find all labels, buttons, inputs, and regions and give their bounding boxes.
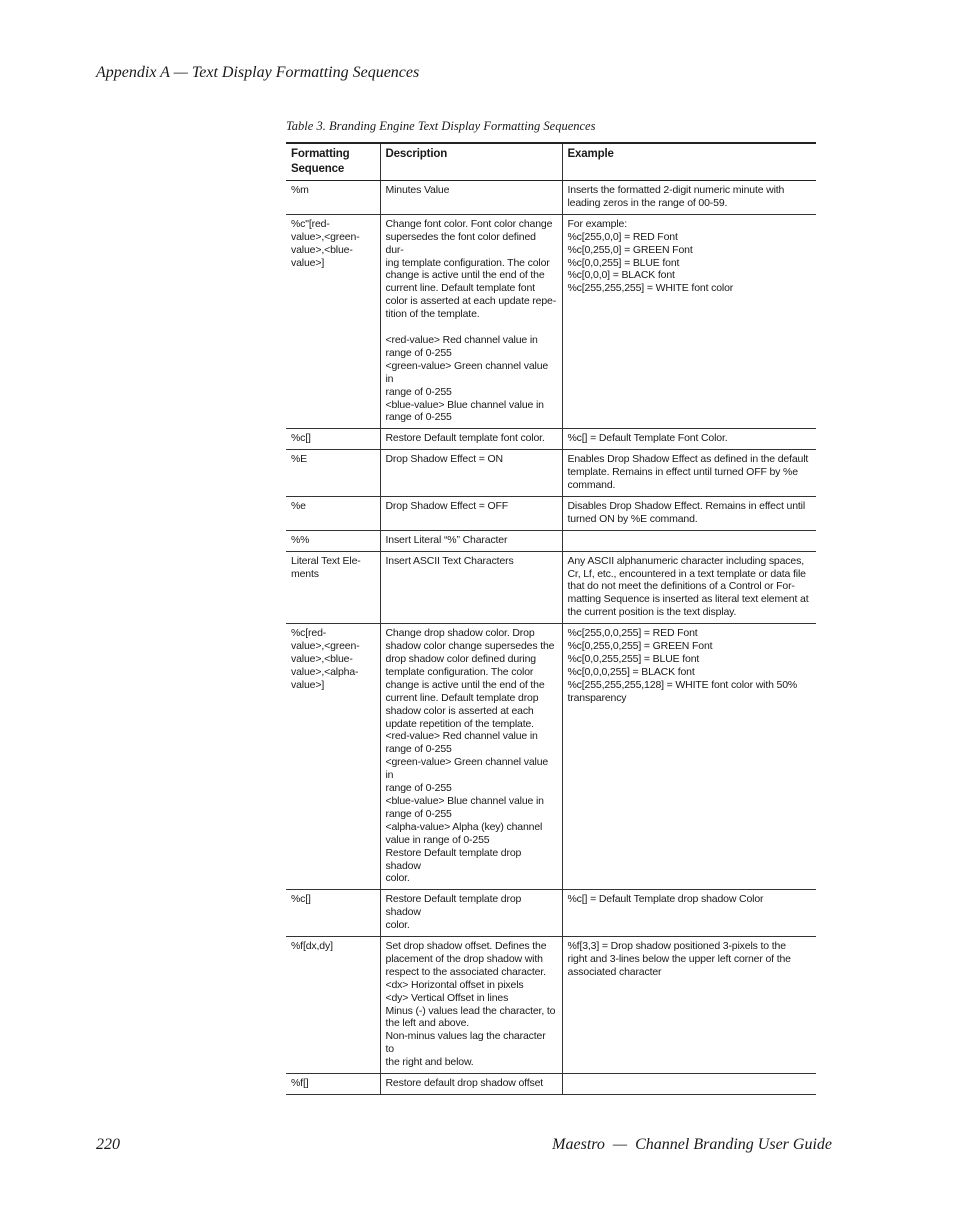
- table-row: [286, 890, 816, 937]
- example-cell: %c[] = Default Template Font Color.: [562, 429, 816, 450]
- column-header-example: Example: [562, 143, 816, 181]
- table-row: [286, 181, 816, 215]
- sequence-cell: %f[]: [286, 1074, 380, 1095]
- description-cell: Insert Literal “%” Character: [380, 530, 562, 551]
- table-row: [286, 450, 816, 497]
- table-row: [286, 624, 816, 890]
- table-caption: Table 3. Branding Engine Text Display Formatting Sequences: [286, 119, 596, 133]
- table-header-row: [286, 143, 816, 181]
- example-cell: [562, 530, 816, 551]
- sequence-cell: %f[dx,dy]: [286, 937, 380, 1074]
- description-cell: Insert ASCII Text Characters: [380, 551, 562, 624]
- description-cell: Restore default drop shadow offset: [380, 1074, 562, 1095]
- formatting-sequences-table: [286, 142, 816, 1095]
- description-cell: Restore Default template font color.: [380, 429, 562, 450]
- column-header-description: Description: [380, 143, 562, 181]
- description-cell: Minutes Value: [380, 181, 562, 215]
- description-cell: Drop Shadow Effect = OFF: [380, 496, 562, 530]
- example-cell: %c[] = Default Template drop shadow Color: [562, 890, 816, 937]
- example-cell: Inserts the formatted 2-digit numeric minute with leading zeros in the range of 00-59.: [562, 181, 816, 215]
- table-row: [286, 496, 816, 530]
- example-cell: Disables Drop Shadow Effect. Remains in effect until turned ON by %E command.: [562, 496, 816, 530]
- description-cell: Change drop shadow color. Drop shadow color change supersedes the drop shadow color defined during template configuration. The color change is active until the end of the current line. Default template drop shadow color is asserted at each update repetition of the template. <red-value> Red channel value in range of 0-255 <green-value> Green channel value in range of 0-255 <blue-value> Blue channel value in range of 0-255 <alpha-value> Alpha (key) channel value in range of 0-255 Restore Default template drop shadow color.: [380, 624, 562, 890]
- example-cell: Any ASCII alphanumeric character including spaces, Cr, Lf, etc., encountered in a text template or data file that do not meet the definitions of a Control or For- matting Sequence is inserted as literal text element at the current position is the text display.: [562, 551, 816, 624]
- table-row: [286, 937, 816, 1074]
- table-row: [286, 214, 816, 429]
- sequence-cell: %e: [286, 496, 380, 530]
- sequence-cell: %%: [286, 530, 380, 551]
- running-head: Appendix A — Text Display Formatting Sequences: [96, 64, 420, 81]
- description-cell: Change font color. Font color change supersedes the font color defined dur- ing template configuration. The color change is active until the end of the current line. Default template font color is asserted at each update repe- tition of the template. <red-value> Red channel value in range of 0-255 <green-value> Green channel value in range of 0-255 <blue-value> Blue channel value in range of 0-255: [380, 214, 562, 429]
- table-row: [286, 429, 816, 450]
- table-row: [286, 1074, 816, 1095]
- sequence-cell: %c[]: [286, 890, 380, 937]
- description-cell: Drop Shadow Effect = ON: [380, 450, 562, 497]
- example-cell: %c[255,0,0,255] = RED Font %c[0,255,0,255] = GREEN Font %c[0,0,255,255] = BLUE font %c[0,0,0,255] = BLACK font %c[255,255,255,128] = WHITE font color with 50% transparency: [562, 624, 816, 890]
- table-row: [286, 530, 816, 551]
- sequence-cell: %c[]: [286, 429, 380, 450]
- sequence-cell: %c"[red- value>,<green- value>,<blue- value>]: [286, 214, 380, 429]
- sequence-cell: Literal Text Ele- ments: [286, 551, 380, 624]
- sequence-cell: %m: [286, 181, 380, 215]
- description-cell: Set drop shadow offset. Defines the placement of the drop shadow with respect to the associated character. <dx> Horizontal offset in pixels <dy> Vertical Offset in lines Minus (-) values lead the character, to the left and above. Non-minus values lag the character to the right and below.: [380, 937, 562, 1074]
- example-cell: %f[3,3] = Drop shadow positioned 3-pixels to the right and 3-lines below the upper left corner of the associated character: [562, 937, 816, 1074]
- example-cell: For example: %c[255,0,0] = RED Font %c[0,255,0] = GREEN Font %c[0,0,255] = BLUE font %c[0,0,0] = BLACK font %c[255,255,255] = WHITE font color: [562, 214, 816, 429]
- example-cell: Enables Drop Shadow Effect as defined in the default template. Remains in effect until turned OFF by %e command.: [562, 450, 816, 497]
- sequence-cell: %c[red- value>,<green- value>,<blue- value>,<alpha- value>]: [286, 624, 380, 890]
- description-cell: Restore Default template drop shadow color.: [380, 890, 562, 937]
- column-header-sequence: Formatting Sequence: [286, 143, 380, 181]
- page-number: 220: [96, 1136, 120, 1153]
- example-cell: [562, 1074, 816, 1095]
- document-title: Maestro — Channel Branding User Guide: [552, 1136, 832, 1153]
- sequence-cell: %E: [286, 450, 380, 497]
- table-row: [286, 551, 816, 624]
